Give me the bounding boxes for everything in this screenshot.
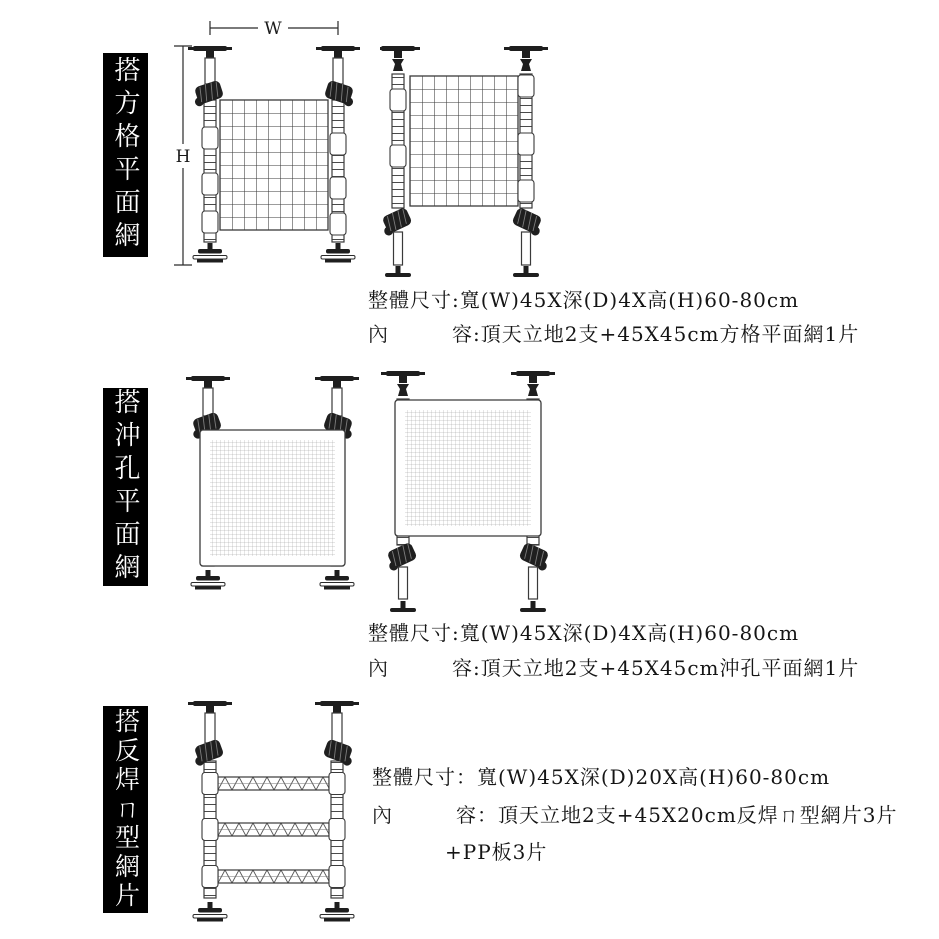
- spec-content-grid-net: 內 容:頂天立地2支+45X45cm方格平面網1片: [368, 322, 860, 346]
- spec-content-u-shaped-net: 內 容：頂天立地2支+45X20cm反焊ㄇ型網片3片: [372, 803, 898, 827]
- shelf-bar-middle: [218, 823, 329, 836]
- perforated-panel: [200, 430, 345, 566]
- shelf-bar-bottom: [218, 870, 329, 883]
- left-pole: [188, 701, 232, 922]
- diagram-grid-net-alt-view: [380, 36, 570, 281]
- spec-content-perforated-net: 內 容:頂天立地2支+45X45cm沖孔平面網1片: [368, 656, 860, 680]
- shelf-bar-top: [218, 777, 329, 790]
- diagram-perforated-net-front-view: [170, 368, 370, 600]
- section-label-u-shaped-net: 搭反焊ㄇ型網片: [103, 706, 148, 913]
- svg-text:H: H: [175, 147, 191, 167]
- grid-net-panel: [410, 76, 518, 206]
- spec-size-perforated-net: 整體尺寸:寬(W)45X深(D)4X高(H)60-80cm: [368, 621, 800, 645]
- section-label-perforated-net: 搭沖孔平面網: [103, 388, 148, 586]
- dimension-height: [174, 46, 192, 265]
- spec-content2-u-shaped-net: +PP板3片: [445, 840, 548, 864]
- diagram-perforated-net-alt-view: [370, 363, 575, 613]
- svg-text:W: W: [264, 19, 282, 39]
- spec-size-grid-net: 整體尺寸:寬(W)45X深(D)4X高(H)60-80cm: [368, 288, 800, 312]
- grid-net-panel: [220, 100, 328, 230]
- right-pole: [315, 701, 359, 922]
- section-label-grid-net: 搭方格平面網: [103, 53, 148, 257]
- diagram-grid-net-front-view: [166, 16, 366, 274]
- diagram-u-shaped-net-shelves: [170, 693, 370, 935]
- dimension-width: [210, 19, 338, 39]
- perforated-panel: [395, 400, 541, 536]
- spec-size-u-shaped-net: 整體尺寸：寬(W)45X深(D)20X高(H)60-80cm: [372, 765, 831, 789]
